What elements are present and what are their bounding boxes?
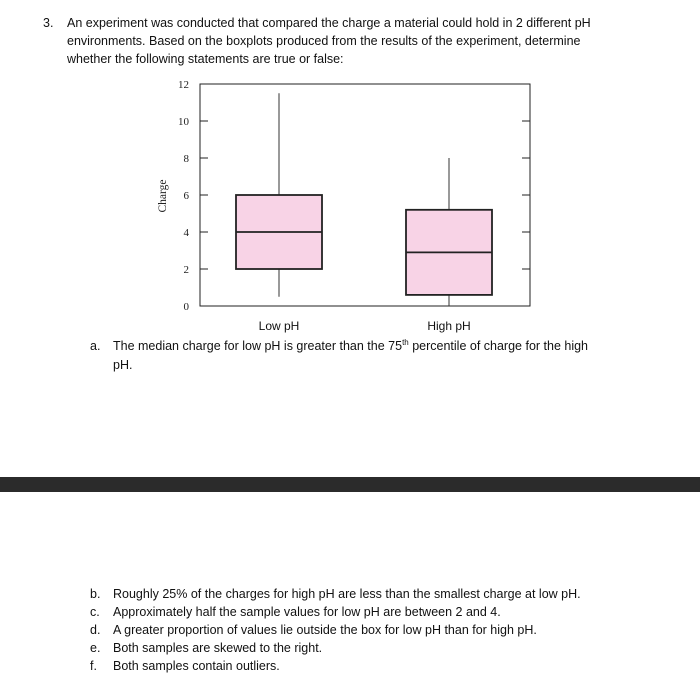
boxplot-chart <box>0 0 700 340</box>
statement-f-text: Both samples contain outliers. <box>113 659 280 673</box>
y-tick-label-4: 4 <box>183 227 189 239</box>
y-tick-label-0: 0 <box>183 301 189 313</box>
statement-a-text-line2: pH. <box>113 358 133 372</box>
statement-c-letter: c. <box>90 605 100 619</box>
y-tick-label-12: 12 <box>178 79 189 91</box>
statement-e-letter: e. <box>90 641 101 655</box>
y-tick-label-10: 10 <box>178 116 189 128</box>
x-category-label-high-ph: High pH <box>427 319 471 333</box>
statement-b-letter: b. <box>90 587 101 601</box>
question-line-2: environments. Based on the boxplots produced from the results of the experiment, determine <box>67 34 581 48</box>
statement-a-text <box>113 337 588 355</box>
statement-b-text: Roughly 25% of the charges for high pH are less than the smallest charge at low pH. <box>113 587 581 601</box>
statement-d-text: A greater proportion of values lie outside the box for low pH than for high pH. <box>113 623 537 637</box>
question-number: 3. <box>43 16 54 30</box>
statement-a-superscript: th <box>402 337 409 347</box>
statement-a-text-after: percentile of charge for the high <box>408 339 589 353</box>
page-divider <box>0 477 700 492</box>
statement-a-letter: a. <box>90 339 101 353</box>
y-tick-label-6: 6 <box>183 190 189 202</box>
statement-f-letter: f. <box>90 659 97 673</box>
question-line-1: An experiment was conducted that compared the charge a material could hold in 2 different pH <box>67 16 591 30</box>
statement-a-text-before: The median charge for low pH is greater than the 75 <box>113 339 403 353</box>
statement-e-text: Both samples are skewed to the right. <box>113 641 323 655</box>
y-axis-label: Charge <box>157 179 169 213</box>
question-line-3: whether the following statements are true or false: <box>67 52 344 66</box>
y-tick-label-8: 8 <box>183 153 189 165</box>
y-tick-label-2: 2 <box>183 264 189 276</box>
x-category-label-low-ph: Low pH <box>258 319 300 333</box>
statement-c-text: Approximately half the sample values for low pH are between 2 and 4. <box>113 605 501 619</box>
statement-d-letter: d. <box>90 623 101 637</box>
